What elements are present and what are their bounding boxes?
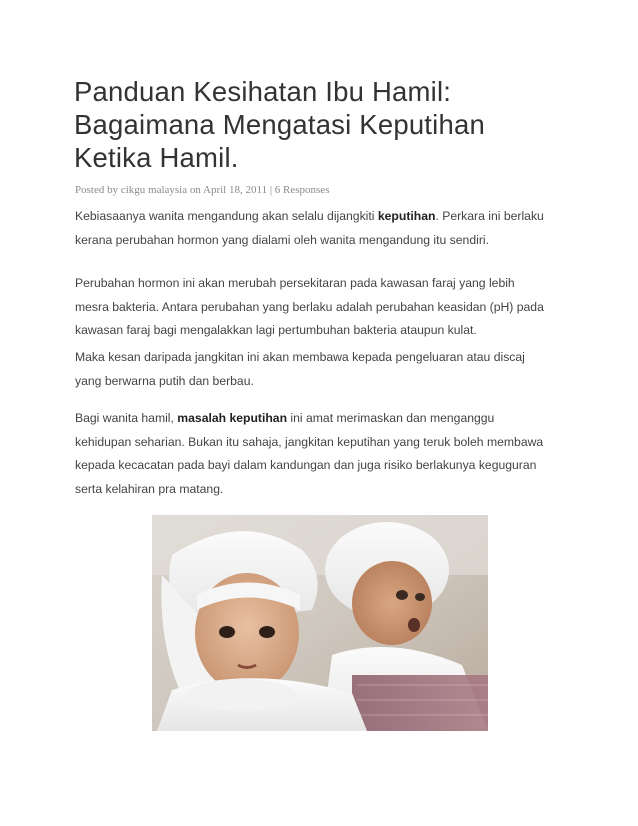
title-line: Ketika Hamil. [74,142,239,173]
article-title [74,75,594,174]
article-photo [152,515,488,731]
bold-keyword: masalah keputihan [177,411,288,425]
title-line: Panduan Kesihatan Ibu Hamil: [74,76,452,107]
post-meta: Posted by cikgu malaysia on April 18, 2011 | 6 Responses [75,184,330,196]
title-line: Bagaimana Mengatasi Keputihan [74,109,485,140]
paragraph-2 [75,272,575,343]
children-photo-illustration [152,515,488,731]
paragraph-line: kehidupan seharian. Bukan itu sahaja, jangkitan keputihan yang teruk boleh membawa [75,434,544,449]
paragraph-line: kawasan faraj bagi mengalakkan lagi pertumbuhan bakteria ataupun kulat. [75,323,477,337]
paragraph-line: mesra bakteria. Antara perubahan yang berlaku adalah perubahan keasidan (pH) pada [75,299,544,314]
paragraph-line: kerana perubahan hormon yang dialami oleh wanita mengandung itu sendiri. [75,232,489,247]
bold-keyword: keputihan [377,209,436,223]
paragraph-4 [75,407,575,501]
paragraph-line: Kebiasaanya wanita mengandung akan selalu dijangkiti keputihan. Perkara ini berlaku [75,209,544,223]
paragraph-3 [75,346,575,393]
paragraph-1 [75,205,575,252]
paragraph-line: Maka kesan daripada jangkitan ini akan membawa kepada pengeluaran atau discaj [75,350,525,364]
paragraph-line: Perubahan hormon ini akan merubah persekitaran pada kawasan faraj yang lebih [75,276,515,290]
paragraph-line: Bagi wanita hamil, masalah keputihan ini amat merimaskan dan menganggu [75,411,495,425]
paragraph-line: yang berwarna putih dan berbau. [75,373,254,388]
paragraph-line: serta kelahiran pra matang. [75,481,224,496]
paragraph-line: kepada kecacatan pada bayi dalam kandungan dan juga risiko berlakunya keguguran [75,458,537,472]
carpet [352,675,488,731]
